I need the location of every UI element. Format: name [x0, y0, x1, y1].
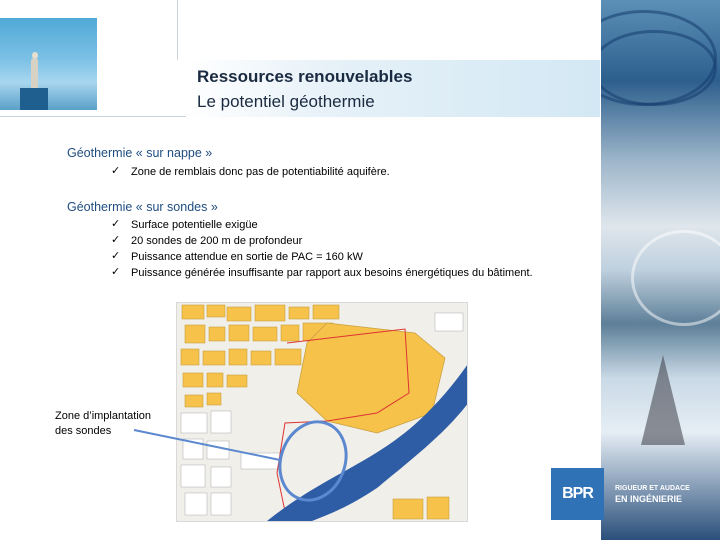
- map-callout-line1: Zone d’implantation: [55, 410, 152, 422]
- callout-line: [130, 420, 290, 470]
- checkmark-icon: ✓: [111, 266, 121, 278]
- map-callout-label: [55, 409, 151, 439]
- bullet-text: 20 sondes de 200 m de profondeur: [131, 235, 303, 247]
- photo-person-body: [31, 58, 38, 88]
- bullet-list-sondes: [111, 217, 551, 281]
- site-map: [176, 302, 468, 522]
- bullet-item: [111, 249, 551, 265]
- bullet-text: Puissance générée insuffisante par rapport aux besoins énergétiques du bâtiment.: [131, 267, 533, 279]
- map-callout-line2: des sondes: [55, 425, 112, 437]
- bullet-text: Puissance attendue en sortie de PAC = 160 kW: [131, 251, 363, 263]
- lab-glass-decoration: [631, 230, 720, 326]
- slide-title: Ressources renouvelables: [197, 67, 413, 86]
- right-photo-strip: [601, 0, 720, 540]
- bullet-item: [111, 265, 551, 281]
- bpr-logo: [551, 468, 604, 520]
- section-heading-sondes: Géothermie « sur sondes »: [67, 200, 218, 214]
- bullet-item: [111, 217, 551, 233]
- section-heading-nappe: Géothermie « sur nappe »: [67, 146, 213, 160]
- checkmark-icon: ✓: [111, 250, 121, 262]
- slide-subtitle: Le potentiel géothermie: [197, 92, 375, 111]
- site-map-drawing: [177, 303, 467, 521]
- logo-text: BPR: [562, 485, 593, 502]
- cable-decoration: [601, 30, 717, 106]
- frame-line-vertical: [177, 0, 178, 60]
- header-photo-cube: [0, 18, 97, 110]
- bullet-item: [111, 233, 551, 249]
- bullet-text: Surface potentielle exigüe: [131, 219, 258, 231]
- logo-tagline-line1: RIGUEUR ET AUDACE: [615, 485, 690, 492]
- checkmark-icon: ✓: [111, 234, 121, 246]
- bullet-item: [111, 164, 541, 180]
- pylon-silhouette: [641, 355, 685, 445]
- checkmark-icon: ✓: [111, 165, 121, 177]
- checkmark-icon: ✓: [111, 218, 121, 230]
- photo-cube-shape: [20, 88, 48, 110]
- bullet-text: Zone de remblais donc pas de potentiabilité aquifère.: [131, 166, 390, 178]
- logo-tagline-line2: EN INGÉNIERIE: [615, 494, 683, 504]
